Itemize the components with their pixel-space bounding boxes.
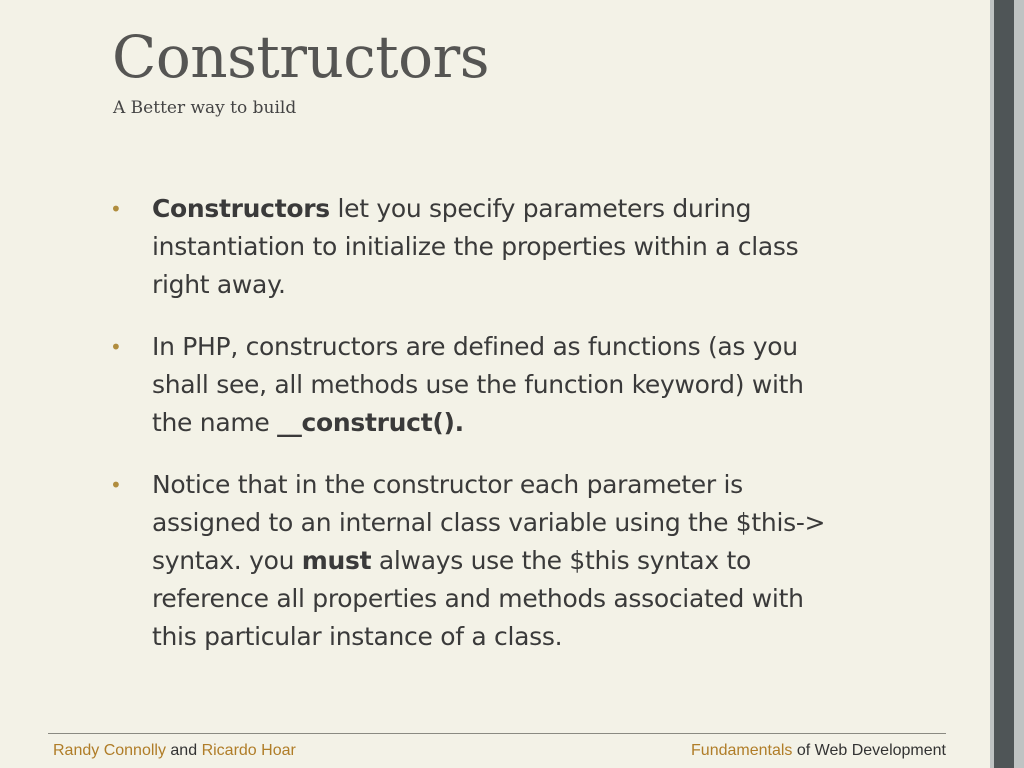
footer-book-rest: of Web Development [796, 742, 946, 759]
bullet-item [110, 466, 830, 656]
bullet-text: Notice that in the constructor each parameter is assigned to an internal class variable using the $this-> syntax. you [152, 470, 826, 575]
bullet-item [110, 190, 830, 304]
footer-author-2: Ricardo Hoar [201, 742, 296, 759]
bullet-item [110, 328, 830, 442]
bullet-icon: • [110, 335, 122, 359]
right-edge-bar-dark [994, 0, 1014, 768]
bullet-icon: • [110, 197, 122, 221]
footer-authors [53, 742, 296, 760]
bullet-text: always use the $this syntax to reference all properties and methods associated with this particular instance of a class. [152, 546, 804, 651]
footer-author-1: Randy Connolly [53, 742, 166, 759]
bullet-bold-term: must [301, 546, 372, 575]
slide-subtitle: A Better way to build [113, 98, 297, 118]
footer-and: and [170, 742, 198, 759]
bullet-text: In PHP, constructors are defined as functions (as you shall see, all methods use the function keyword) with the name [152, 332, 804, 437]
footer-book-title [691, 742, 946, 760]
bullet-bold-term: Constructors [152, 194, 330, 223]
bullet-icon: • [110, 473, 122, 497]
bullet-text: let you specify parameters during instantiation to initialize the properties within a class right away. [152, 194, 799, 299]
slide-title: Constructors [112, 23, 490, 91]
footer-divider [48, 733, 946, 734]
bullet-bold-term: __construct(). [277, 408, 464, 437]
bullet-list [110, 190, 830, 680]
footer-book-accent: Fundamentals [691, 742, 793, 759]
